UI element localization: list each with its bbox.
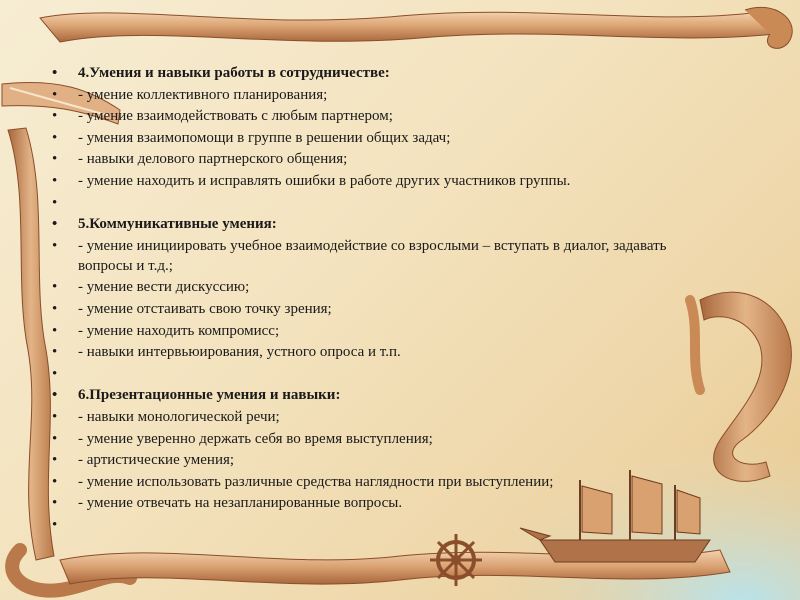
list-item: • - умения взаимопомощи в группе в решении общих задач; <box>52 128 702 148</box>
section-heading: • 5.Коммуникативные умения: <box>52 214 702 234</box>
left-scroll-ribbon <box>8 128 54 560</box>
list-item: • - умение коллективного планирования; <box>52 85 702 105</box>
list-item: • - навыки делового партнерского общения; <box>52 149 702 169</box>
list-item: • - навыки монологической речи; <box>52 407 702 427</box>
list-item: • - умение использовать различные средства наглядности при выступлении; <box>52 472 702 492</box>
list-item: • - навыки интервьюирования, устного опроса и т.п. <box>52 342 702 362</box>
list-item: • - умение инициировать учебное взаимодействие со взрослыми – вступать в диалог, задавать вопросы и т.д.; <box>52 236 702 276</box>
list-item: • - умение уверенно держать себя во время выступления; <box>52 429 702 449</box>
empty-bullet <box>52 193 702 213</box>
list-item: • - умение отстаивать свою точку зрения; <box>52 299 702 319</box>
empty-bullet <box>52 364 702 384</box>
top-scroll-ribbon <box>40 12 775 42</box>
skills-list <box>52 63 702 536</box>
list-item: • - умение находить компромисс; <box>52 321 702 341</box>
list-item: • - умение взаимодействовать с любым партнером; <box>52 106 702 126</box>
list-item: • - умение отвечать на незапланированные вопросы. <box>52 493 702 513</box>
list-item: • - умение находить и исправлять ошибки в работе других участников группы. <box>52 171 702 191</box>
section-heading: • 4.Умения и навыки работы в сотрудничестве: <box>52 63 702 83</box>
section-heading: • 6.Презентационные умения и навыки: <box>52 385 702 405</box>
empty-bullet <box>52 515 702 535</box>
list-item: • - умение вести дискуссию; <box>52 277 702 297</box>
list-item: • - артистические умения; <box>52 450 702 470</box>
